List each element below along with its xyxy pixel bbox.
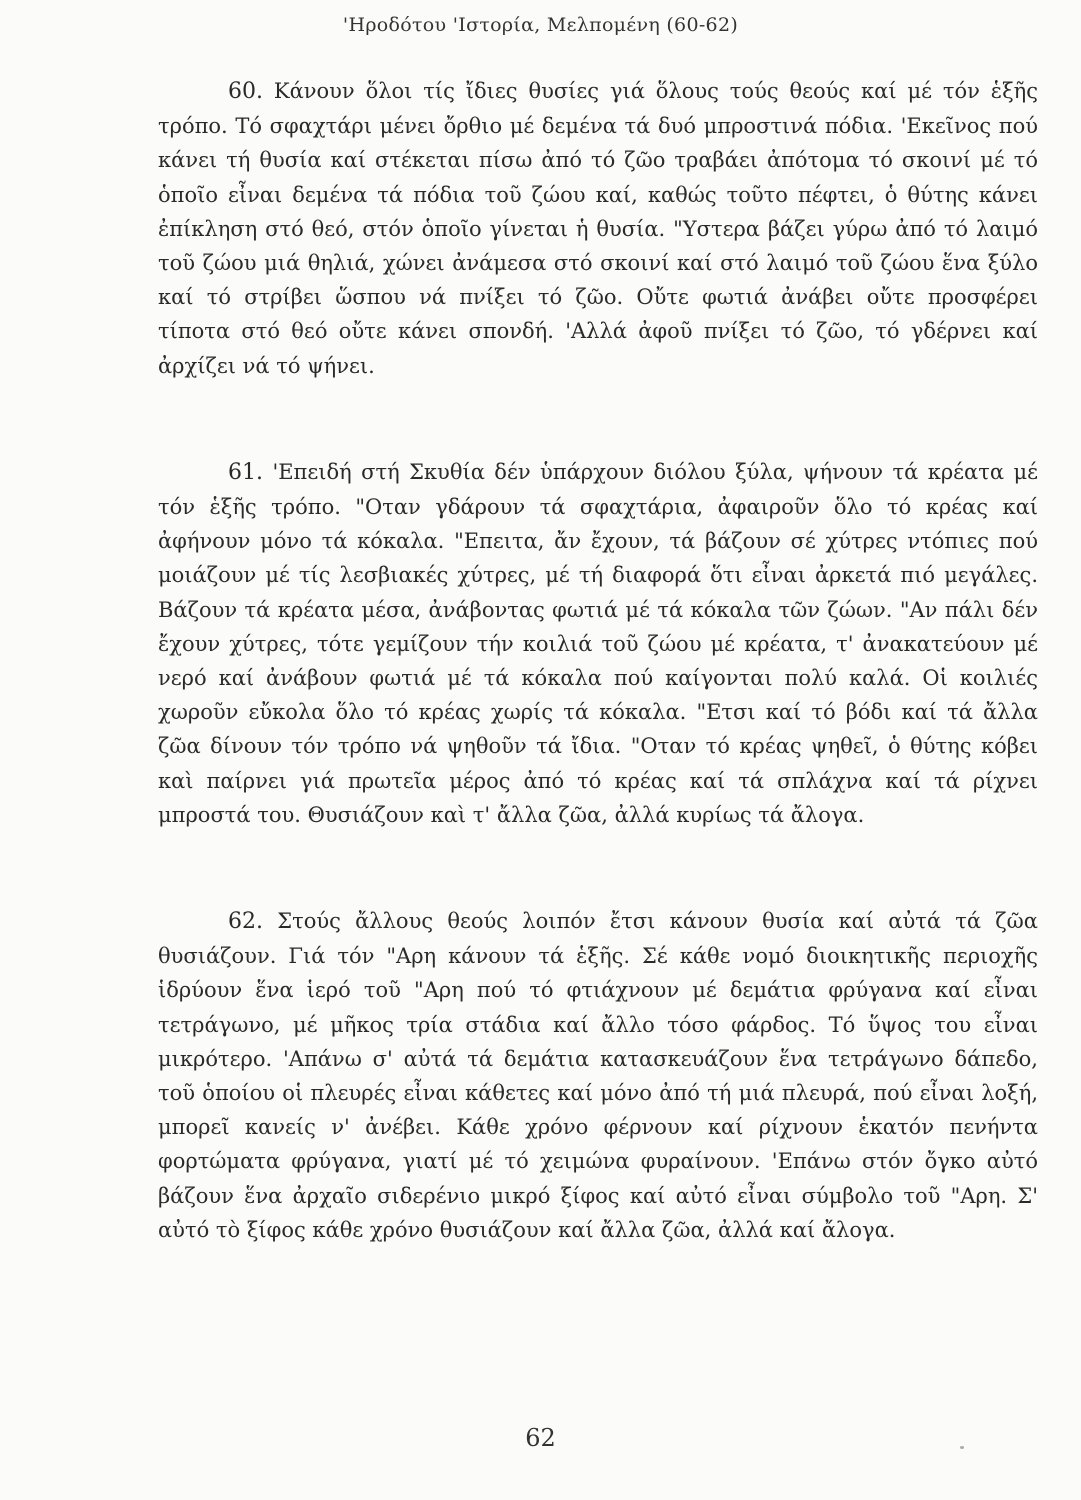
page-number: 62	[525, 1424, 556, 1452]
paragraph-61	[158, 455, 1038, 832]
paper-speck	[960, 1446, 964, 1449]
running-head: 'Ηροδότου 'Ιστορία, Μελπομένη (60-62)	[342, 14, 739, 36]
paragraph-60	[158, 74, 1038, 383]
paragraph-text: Κάνουν ὅλοι τίς ἴδιες θυσίες γιά ὅλους τούς θεούς καί μέ τόν ἑξῆς τρόπο. Τό σφαχτάρι μένει ὄρθιο μέ δεμένα τά δυό μπροστινά πόδια. 'Εκεῖνος πού κάνει τή θυσία καί στέκεται πίσω ἀπό τό ζῶο τραβάει ἀπότομα τό σκοινί μέ τό ὁποῖο εἶναι δεμένα τά πόδια τοῦ ζώου καί, καθώς τοῦτο πέφτει, ὁ θύτης κάνει ἐπίκληση στό θεό, στόν ὁποῖο γίνεται ἡ θυσία. "Υστερα βάζει γύρω ἀπό τό λαιμό τοῦ ζώου μιά θηλιά, χώνει ἀνάμεσα στό σκοινί καί στό λαιμό τοῦ ζώου ἕνα ξύλο καί τό στρίβει ὥσπου νά πνίξει τό ζῶο. Οὔτε φωτιά ἀνάβει οὔτε προσφέρει τίποτα στό θεό οὔτε κάνει σπονδή. 'Αλλά ἀφοῦ πνίξει τό ζῶο, τό γδέρνει καί ἀρχίζει νά τό ψήνει.	[158, 79, 1038, 378]
body-text	[158, 74, 1038, 1247]
paragraph-text: 'Επειδή στή Σκυθία δέν ὑπάρχουν διόλου ξύλα, ψήνουν τά κρέατα μέ τόν ἑξῆς τρόπο. "Οταν γδάρουν τά σφαχτάρια, ἀφαιροῦν ὅλο τό κρέας καί ἀφήνουν μόνο τά κόκαλα. "Επειτα, ἄν ἔχουν, τά βάζουν σέ χύτρες ντόπιες πού μοιάζουν μέ τίς λεσβιακές χύτρες, μέ τή διαφορά ὅτι εἶναι ἀρκετά πιό μεγάλες. Βάζουν τά κρέατα μέσα, ἀνάβοντας φωτιά μέ τά κόκαλα τῶν ζώων. "Αν πάλι δέν ἔχουν χύτρες, τότε γεμίζουν τήν κοιλιά τοῦ ζώου μέ κρέατα, τ' ἀνακατεύουν μέ νερό καί ἀνάβουν φωτιά μέ τά κόκαλα πού καίγονται πολύ καλά. Οἱ κοιλιές χωροῦν εὔκολα ὅλο τό κρέας χωρίς τά κόκαλα. "Ετσι καί τό βόδι καί τά ἄλλα ζῶα δίνουν τόν τρόπο νά ψηθοῦν τά ἴδια. "Οταν τό κρέας ψηθεῖ, ὁ θύτης κόβει καὶ παίρνει γιά πρωτεῖα μέρος ἀπό τό κρέας καί τά σπλάχνα καί τά ρίχνει μπροστά του. Θυσιάζουν καὶ τ' ἄλλα ζῶα, ἀλλά κυρίως τά ἄλογα.	[158, 459, 1038, 827]
paragraph-number: 60.	[228, 79, 263, 104]
paragraph-number: 62.	[228, 909, 263, 935]
paragraph-text: Στούς ἄλλους θεούς λοιπόν ἔτσι κάνουν θυσία καί αὐτά τά ζῶα θυσιάζουν. Γιά τόν "Αρη κάνουν τά ἑξῆς. Σέ κάθε νομό διοικητικῆς περιοχῆς ἱδρύουν ἕνα ἱερό τοῦ "Αρη πού τό φτιάχνουν μέ δεμάτια φρύγανα καί εἶναι τετράγωνο, μέ μῆκος τρία στάδια καί ἄλλο τόσο φάρδος. Τό ὕψος του εἶναι μικρότερο. 'Απάνω σ' αὐτά τά δεμάτια κατασκευάζουν ἕνα τετράγωνο δάπεδο, τοῦ ὁποίου οἱ πλευρές εἶναι κάθετες καί μόνο ἀπό τή μιά πλευρά, πού εἶναι λοξή, μπορεῖ κανείς ν' ἀνέβει. Κάθε χρόνο φέρνουν καί ρίχνουν ἑκατόν πενήντα φορτώματα φρύγανα, γιατί μέ τό χειμώνα φυραίνουν. 'Επάνω στόν ὄγκο αὐτό βάζουν ἕνα ἀρχαῖο σιδερένιο μικρό ξίφος καί αὐτό εἶναι σύμβολο τοῦ "Αρη. Σ' αὐτό τὸ ξίφος κάθε χρόνο θυσιάζουν καί ἄλλα ζῶα, ἀλλά καί ἄλογα.	[158, 909, 1038, 1242]
paragraph-62	[158, 904, 1038, 1247]
paragraph-number: 61.	[228, 459, 263, 485]
